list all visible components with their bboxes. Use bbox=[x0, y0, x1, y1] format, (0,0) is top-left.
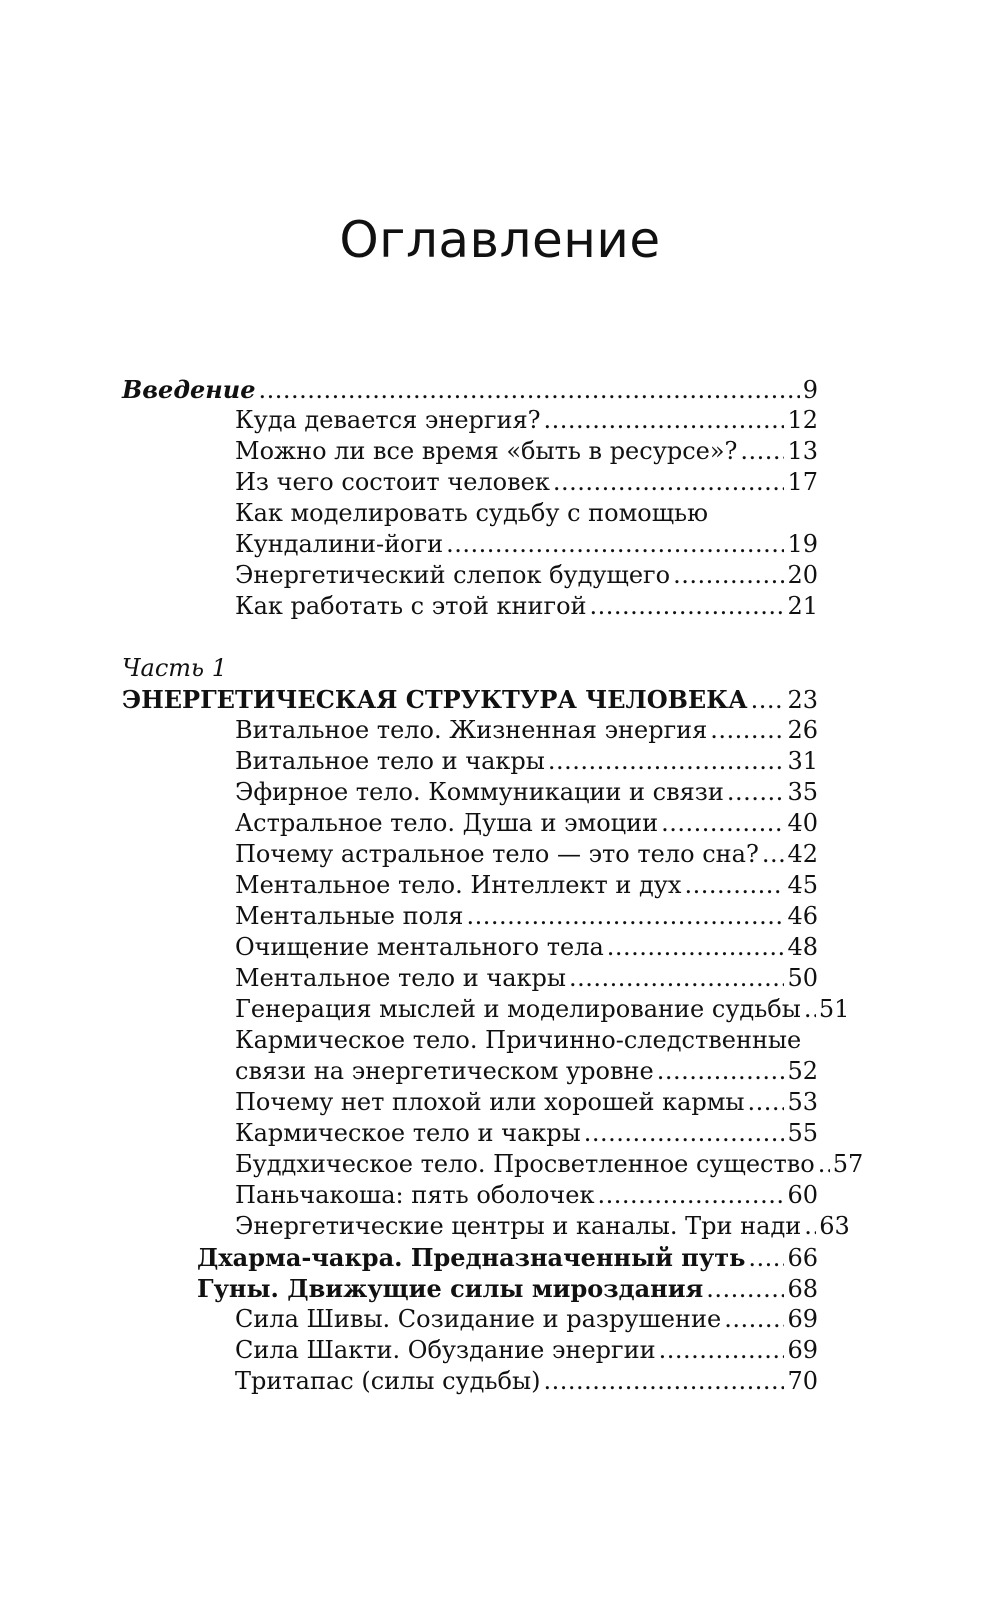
dot-leader bbox=[446, 529, 784, 560]
dot-leader bbox=[710, 715, 784, 746]
toc-entry bbox=[122, 1180, 818, 1211]
dot-leader bbox=[466, 901, 784, 932]
toc-entry bbox=[122, 1087, 818, 1118]
toc-entry-title: Ментальное тело и чакры bbox=[235, 964, 567, 992]
toc-entry-page: 17 bbox=[787, 468, 818, 496]
dot-leader bbox=[543, 1366, 784, 1397]
toc-entry-title: Кундалини-йоги bbox=[235, 530, 444, 558]
toc-entry-title: Почему нет плохой или хорошей кармы bbox=[235, 1088, 745, 1116]
toc-entry-title: Часть 1 bbox=[122, 654, 228, 682]
toc-entry-title: Тритапас (силы судьбы) bbox=[235, 1367, 541, 1395]
toc-entry bbox=[122, 1149, 864, 1180]
toc-entry-title: Паньчакоша: пять оболочек bbox=[235, 1181, 595, 1209]
toc-entry-title: Буддхическое тело. Просветленное существо bbox=[235, 1150, 815, 1178]
toc-entry bbox=[122, 1304, 818, 1335]
toc-entry-title: ЭНЕРГЕТИЧЕСКАЯ СТРУКТУРА ЧЕЛОВЕКА bbox=[122, 685, 748, 714]
toc-entry-title: Из чего состоит человек bbox=[235, 468, 550, 496]
toc-entry-page: 68 bbox=[787, 1275, 818, 1303]
dot-leader bbox=[543, 405, 784, 436]
toc-entry-title: Гуны. Движущие силы мироздания bbox=[197, 1274, 704, 1303]
dot-leader bbox=[724, 1304, 784, 1335]
toc-entry bbox=[122, 1211, 850, 1242]
dot-leader bbox=[684, 870, 784, 901]
dot-leader bbox=[569, 963, 784, 994]
toc-entry-page: 9 bbox=[802, 376, 818, 404]
dot-leader bbox=[706, 1274, 784, 1305]
toc-entry bbox=[122, 777, 818, 808]
toc-entry bbox=[122, 994, 850, 1025]
toc-entry-title: Витальное тело и чакры bbox=[235, 747, 545, 775]
toc-entry-page: 19 bbox=[787, 530, 818, 558]
toc-entry-page: 55 bbox=[787, 1119, 818, 1147]
toc-entry bbox=[122, 374, 818, 405]
toc-entry bbox=[122, 1242, 818, 1273]
page-title: Оглавление bbox=[339, 211, 661, 269]
dot-leader bbox=[804, 994, 816, 1025]
toc-entry bbox=[122, 653, 818, 684]
dot-leader bbox=[818, 1149, 830, 1180]
toc-entry-page: 63 bbox=[819, 1212, 850, 1240]
toc-entry bbox=[122, 467, 818, 498]
dot-leader bbox=[607, 932, 785, 963]
toc-entry-title: Ментальное тело. Интеллект и дух bbox=[235, 871, 682, 899]
toc-entry bbox=[122, 529, 818, 560]
toc-entry-page: 23 bbox=[787, 686, 818, 714]
toc-entry bbox=[122, 560, 818, 591]
toc-entry bbox=[122, 808, 818, 839]
toc-entry bbox=[122, 591, 818, 622]
toc-entry bbox=[122, 870, 818, 901]
toc-entry bbox=[122, 405, 818, 436]
toc-entry-page: 31 bbox=[787, 747, 818, 775]
toc-entry-page: 26 bbox=[787, 716, 818, 744]
toc-entry-page: 48 bbox=[787, 933, 818, 961]
dot-leader bbox=[751, 685, 785, 716]
toc-entry-page: 13 bbox=[787, 437, 818, 465]
dot-leader bbox=[548, 746, 785, 777]
dot-leader bbox=[553, 467, 785, 498]
toc-entry-title: Энергетический слепок будущего bbox=[235, 561, 671, 589]
dot-leader bbox=[804, 1211, 816, 1242]
toc-entry-title: Генерация мыслей и моделирование судьбы bbox=[235, 995, 801, 1023]
toc-entry bbox=[122, 684, 818, 715]
dot-leader bbox=[590, 591, 785, 622]
toc-entry-title: Витальное тело. Жизненная энергия bbox=[235, 716, 708, 744]
toc-entry-page: 20 bbox=[787, 561, 818, 589]
toc-entry bbox=[122, 436, 818, 467]
toc-entry-page: 46 bbox=[787, 902, 818, 930]
toc-entry-title: Куда девается энергия? bbox=[235, 406, 541, 434]
toc-entry-page: 66 bbox=[787, 1244, 818, 1272]
toc-entry-page: 60 bbox=[787, 1181, 818, 1209]
toc-entry-title: Можно ли все время «быть в ресурсе»? bbox=[235, 437, 738, 465]
toc-entry-title: Сила Шивы. Созидание и разрушение bbox=[235, 1305, 722, 1333]
toc-entry-title: Введение bbox=[122, 375, 256, 404]
toc-entry bbox=[122, 1366, 818, 1397]
toc-entry-title: Как моделировать судьбу с помощью bbox=[235, 499, 708, 527]
toc-entry-title: Кармическое тело и чакры bbox=[235, 1119, 581, 1147]
toc-entry-page: 42 bbox=[787, 840, 818, 868]
toc-entry-page: 53 bbox=[787, 1088, 818, 1116]
toc-entry bbox=[122, 1273, 818, 1304]
dot-leader bbox=[748, 1243, 784, 1274]
toc-entry-page: 40 bbox=[787, 809, 818, 837]
dot-leader bbox=[597, 1180, 784, 1211]
dot-leader bbox=[661, 808, 784, 839]
toc-entry-title: Очищение ментального тела bbox=[235, 933, 604, 961]
toc-entry-title: Как работать с этой книгой bbox=[235, 592, 587, 620]
toc-entry bbox=[122, 1335, 818, 1366]
toc-entry-page: 69 bbox=[787, 1305, 818, 1333]
toc-entry-title: Астральное тело. Душа и эмоции bbox=[235, 809, 659, 837]
toc-entry-page: 45 bbox=[787, 871, 818, 899]
toc-entry-title: Ментальные поля bbox=[235, 902, 464, 930]
toc-entry-page: 51 bbox=[818, 995, 850, 1023]
toc-entry-title: Энергетические центры и каналы. Три нади bbox=[235, 1212, 802, 1240]
dot-leader bbox=[740, 436, 784, 467]
toc-entry-title: Кармическое тело. Причинно-следственные bbox=[235, 1026, 802, 1054]
toc-entry-page: 52 bbox=[787, 1057, 818, 1085]
toc-entry bbox=[122, 1056, 818, 1087]
toc-entry-title: Сила Шакти. Обуздание энергии bbox=[235, 1336, 656, 1364]
toc-entry-page: 70 bbox=[787, 1367, 818, 1395]
table-of-contents bbox=[122, 374, 864, 1397]
toc-entry bbox=[122, 932, 818, 963]
toc-entry bbox=[122, 901, 818, 932]
toc-entry-title: связи на энергетическом уровне bbox=[235, 1057, 654, 1085]
toc-entry-page: 50 bbox=[787, 964, 818, 992]
dot-leader bbox=[673, 560, 784, 591]
toc-entry bbox=[122, 1025, 818, 1056]
toc-entry bbox=[122, 839, 818, 870]
toc-entry-page: 21 bbox=[787, 592, 818, 620]
dot-leader bbox=[584, 1118, 785, 1149]
toc-entry bbox=[122, 1118, 818, 1149]
toc-entry bbox=[122, 963, 818, 994]
toc-entry bbox=[122, 498, 818, 529]
dot-leader bbox=[762, 839, 785, 870]
dot-leader bbox=[659, 1335, 785, 1366]
toc-entry-page: 69 bbox=[787, 1336, 818, 1364]
toc-entry-title: Почему астральное тело — это тело сна? bbox=[235, 840, 759, 868]
toc-entry-page: 12 bbox=[787, 406, 818, 434]
toc-entry-title: Дхарма-чакра. Предназначенный путь bbox=[197, 1243, 746, 1272]
toc-entry-page: 57 bbox=[832, 1150, 864, 1178]
toc-entry bbox=[122, 746, 818, 777]
dot-leader bbox=[727, 777, 785, 808]
toc-entry-page: 35 bbox=[787, 778, 818, 806]
toc-entry bbox=[122, 715, 818, 746]
dot-leader bbox=[657, 1056, 785, 1087]
toc-entry-title: Эфирное тело. Коммуникации и связи bbox=[235, 778, 724, 806]
dot-leader bbox=[259, 375, 800, 406]
dot-leader bbox=[748, 1087, 785, 1118]
